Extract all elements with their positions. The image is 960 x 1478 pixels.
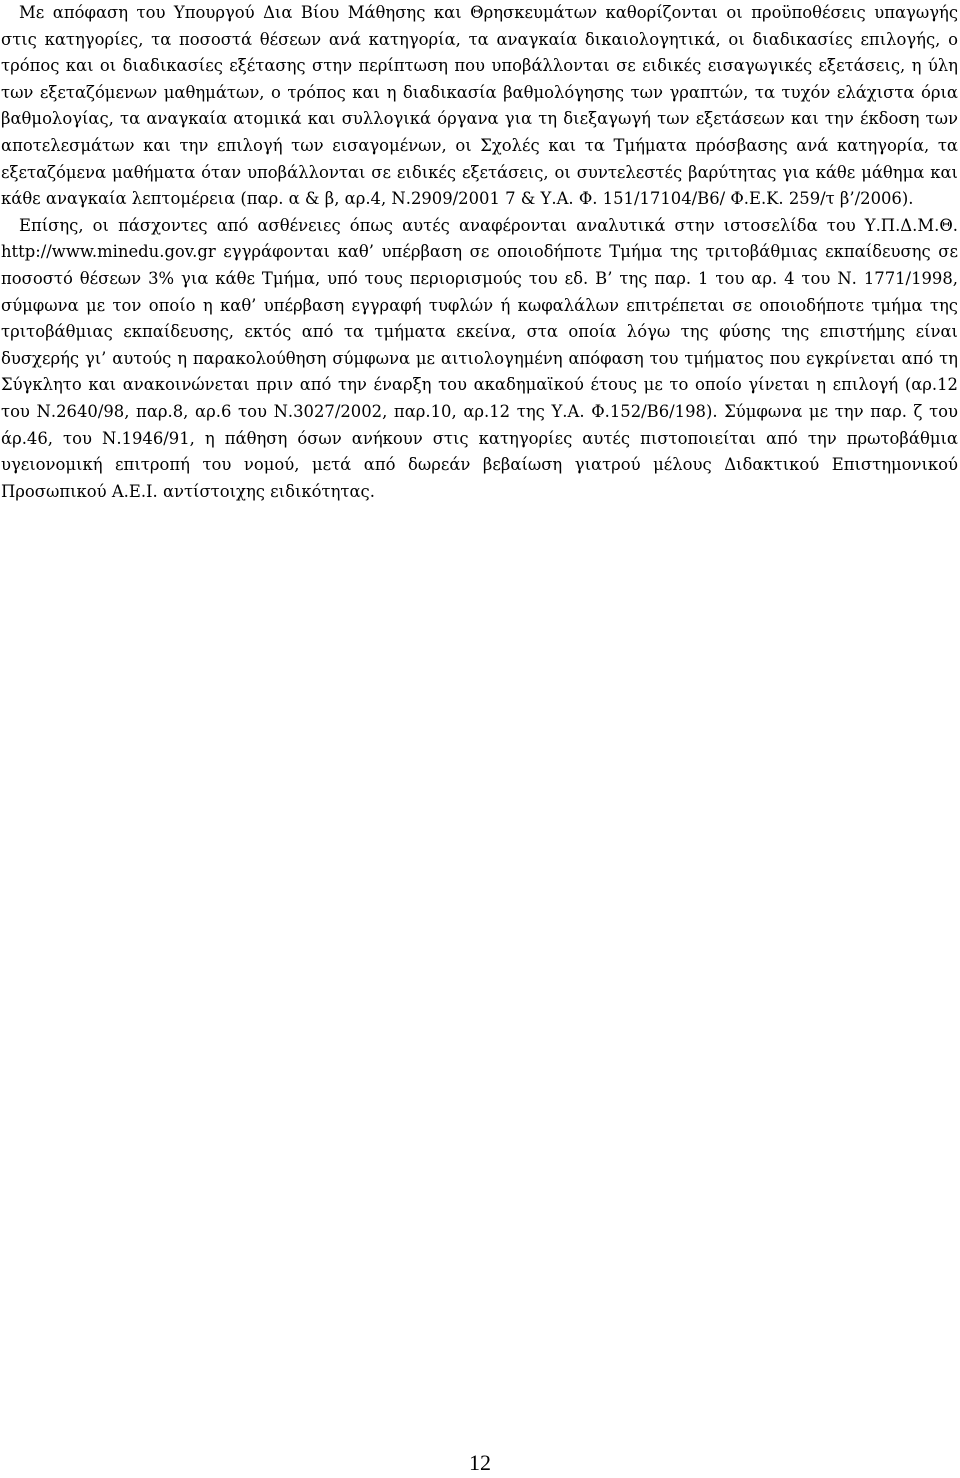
page-number: 12 xyxy=(469,1450,491,1475)
document-body xyxy=(1,0,958,505)
paragraph-medical-conditions: Επίσης, οι πάσχοντες από ασθένειες όπως αυτές αναφέρονται αναλυτικά στην ιστοσελίδα του Υ.Π.Δ.Μ.Θ. http://www.minedu.gov.gr εγγράφονται καθ’ υπέρβαση σε οποιοδήποτε Τμήμα της τριτοβάθμιας εκπαίδευσης σε ποσοστό θέσεων 3% για κάθε Τμήμα, υπό τους περιορισμούς του εδ. Β’ της παρ. 1 του αρ. 4 του Ν. 1771/1998, σύμφωνα με τον οποίο η καθ’ υπέρβαση εγγραφή τυφλών ή κωφαλάλων επιτρέπεται σε οποιοδήποτε τμήμα της τριτοβάθμιας εκπαίδευσης, εκτός από τα τμήματα εκείνα, στα οποία λόγω της φύσης της επιστήμης είναι δυσχερής γι’ αυτούς η παρακολούθηση σύμφωνα με αιτιολογημένη απόφαση του τμήματος που εγκρίνεται από τη Σύγκλητο και ανακοινώνεται πριν από την έναρξη του ακαδημαϊκού έτους με το οποίο γίνεται η επιλογή (αρ.12 του Ν.2640/98, παρ.8, αρ.6 του Ν.3027/2002, παρ.10, αρ.12 της Υ.Α. Φ.152/Β6/198). Σύμφωνα με την παρ. ζ του άρ.46, του Ν.1946/91, η πάθηση όσων ανήκουν στις κατηγορίες αυτές πιστοποιείται από την πρωτοβάθμια υγειονομική επιτροπή του νομού, μετά από δωρεάν βεβαίωση γιατρού μέλους Διδακτικού Επιστημονικού Προσωπικού Α.Ε.Ι. αντίστοιχης ειδικότητας. xyxy=(1,215,958,501)
paragraph-admission-decision: Με απόφαση του Υπουργού Δια Βίου Μάθησης και Θρησκευμάτων καθορίζονται οι προϋποθέσεις υπαγωγής στις κατηγορίες, τα ποσοστά θέσεων ανά κατηγορία, τα αναγκαία δικαιολογητικά, οι διαδικασίες επιλογής, ο τρόπος και οι διαδικασίες εξέτασης στην περίπτωση που υποβάλλονται σε ειδικές εισαγωγικές εξετάσεις, η ύλη των εξεταζόμενων μαθημάτων, ο τρόπος και η διαδικασία βαθμολόγησης των γραπτών, τα τυχόν ελάχιστα όρια βαθμολογίας, τα αναγκαία ατομικά και συλλογικά όργανα για τη διεξαγωγή των εξετάσεων και την έκδοση των αποτελεσμάτων και την επιλογή των εισαγομένων, οι Σχολές και τα Τμήματα πρόσβασης ανά κατηγορία, τα εξεταζόμενα μαθήματα όταν υποβάλλονται σε ειδικές εξετάσεις, οι συντελεστές βαρύτητας για κάθε μάθημα και κάθε αναγκαία λεπτομέρεια (παρ. α & β, αρ.4, Ν.2909/2001 7 & Υ.Α. Φ. 151/17104/Β6/ Φ.Ε.Κ. 259/τ β’/2006). xyxy=(1,3,958,209)
